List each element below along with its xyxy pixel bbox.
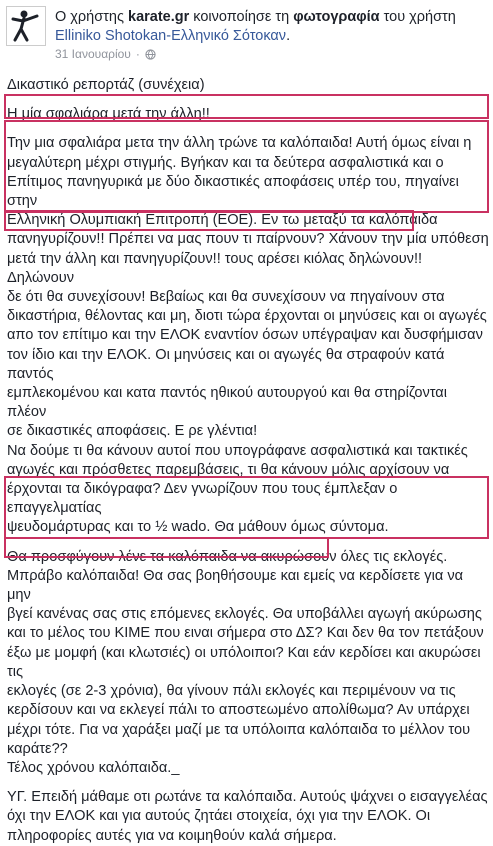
post-text-line: πανηγυρίζουν!! Πρέπει να μας πουν τι παίρνουν? Χάνουν την μία υπόθεση [7,231,489,248]
post-text-line: Ελληνική Ολυμπιακή Επιτροπή (ΕΟΕ). Εν τω μεταξύ τα καλόπαιδα [7,212,438,229]
share-headline [55,8,485,46]
post-text-line [7,124,489,134]
post-text-line: αγωγές και πρόσθετες παρεμβάσεις, τι θα κάνουν μόλις αρχίσουν να [7,461,450,478]
headline-of: του χρήστη [379,9,456,25]
post-date[interactable]: 31 Ιανουαρίου [55,47,131,61]
post-header [0,0,493,72]
photo-link[interactable]: φωτογραφία [293,9,380,25]
page-link[interactable]: Elliniko Shotokan-Ελληνικό Σότοκαν [55,28,287,44]
post-text-line: Την μια σφαλιάρα μετα την άλλη τρώνε τα καλόπαιδα! Αυτή όμως είναι η [7,135,472,152]
post-text-line: Δικαστικό ρεπορτάζ (συνέχεια) [7,77,205,93]
post-text-line: Η μία σφαλιάρα μετά την άλλη!! [7,106,210,123]
post-text-line [7,95,489,105]
post-text-line: τον ίδιο και την ΕΛΟΚ. Οι μηνύσεις και οι αγωγές θα στραφούν κατά παντός [7,346,449,382]
post-text-line: δικαστήρια, θέλοντας και μη, διοτι τώρα έρχονται οι μηνύσεις και οι αγωγές [7,308,487,325]
post-text-line: απο τον επίτιμο και την ΕΛΟΚ εναντίον όσων υπέγραψαν και δυσφήμισαν [7,327,483,344]
post-text-line: και το μέλος του ΚΙΜΕ που ειναι σήμερα στο ΔΣ? Και δεν θα τον πετάξουν [7,625,484,642]
post-text-line: Να δούμε τι θα κάνουν αυτοί που υπογράφανε ασφαλιστικά και τακτικές [7,442,468,459]
post-text-line: μέχρι τότε. Για να χαράξει μαζί με τα υπόλοιπα καλόπαιδα το μέλλον του [7,721,471,738]
post-text-line [7,538,489,548]
post-text-line: σε δικαστικές αποφάσεις. Ε ρε γλέντια! [7,423,258,440]
post-text-line: βγεί κανένας σας στις επόμενες εκλογές. Θα υποβάλλει αγωγή ακύρωσης [7,606,482,623]
user-link[interactable]: karate.gr [128,9,190,25]
post-text-line: ψευδομάρτυρας και το ½ wado. Θα μάθουν όμως σύντομα. [7,519,389,536]
post-text-line: ΥΓ. Επειδή μάθαμε οτι ρωτάνε τα καλόπαιδα. Αυτούς ψάχνει ο εισαγγελέας [7,789,488,806]
post-meta: 31 Ιανουαρίου · [55,47,156,61]
post-text-line: δε ότι θα συνεχίσουν! Βεβαίως και θα συνεχίσουν να πηγαίνουν στα [7,289,445,306]
headline-shared: κοινοποίησε τη [189,9,294,25]
post-text-line: καράτε?? [7,740,68,757]
post-text-line: έξω με μομφή (και κλωτσιές) οι υπόλοιποι? Και εάν κερδίσει και ακυρώσει τις [7,644,485,680]
post-text-line: μετά την άλλη και πανηγυρίζουν!! τους αρέσει κιόλας δηλώνουν!! Δηλώνουν [7,250,426,286]
karate-figure-icon [7,7,45,45]
post-text-line: Θα προσφύγουν λένε τα καλόπαιδα να ακυρώσουν όλες τις εκλογές. [7,548,448,565]
post-text-line: Μπράβο καλόπαιδα! Θα σας βοηθήσουμε και εμείς να κερδίσετε για να μην [7,567,468,604]
headline-suffix: . [286,28,291,44]
post-body [7,76,489,846]
headline-prefix: Ο χρήστης [55,9,128,25]
post-text-line: μεγαλύτερη μέχρι στιγμής. Βγήκαν και τα δεύτερα ασφαλιστικά και ο [7,154,444,171]
post-text-line: εκλογές (σε 2-3 χρόνια), θα γίνουν πάλι εκλογές και περιμένουν να τις [7,683,456,700]
globe-icon [145,49,156,60]
post-text-line: πληροφορίες αυτές για να κοιμηθούν καλά σήμερα. [7,827,337,844]
post-text-line [7,778,489,788]
post-text-line: έρχονται τα δικόγραφα? Δεν γνωρίζουν που τους έμπλεξαν ο επαγγελματίας [7,481,402,517]
post-text-line: εμπλεκομένου και κατα παντός ηθικού αυτουργού και θα στηρίζονται πλέον [7,385,452,421]
post-text-line: Επίτιμος πανηγυρικά με δύο δικαστικές αποφάσεις υπέρ του, πηγαίνει στην [7,173,463,210]
post-text-line: Τέλος χρόνου καλόπαιδα._ [7,759,180,776]
avatar[interactable] [6,6,46,46]
post-text-line: κερδίσουν και να εκλεγεί πάλι το αποστεωμένο απολίθωμα? Αν υπάρχει [7,702,470,719]
post-text-line: όχι την ΕΛΟΚ και για αυτούς ζητάει στοιχεία, όχι για την ΕΛΟΚ. Οι [7,808,431,825]
